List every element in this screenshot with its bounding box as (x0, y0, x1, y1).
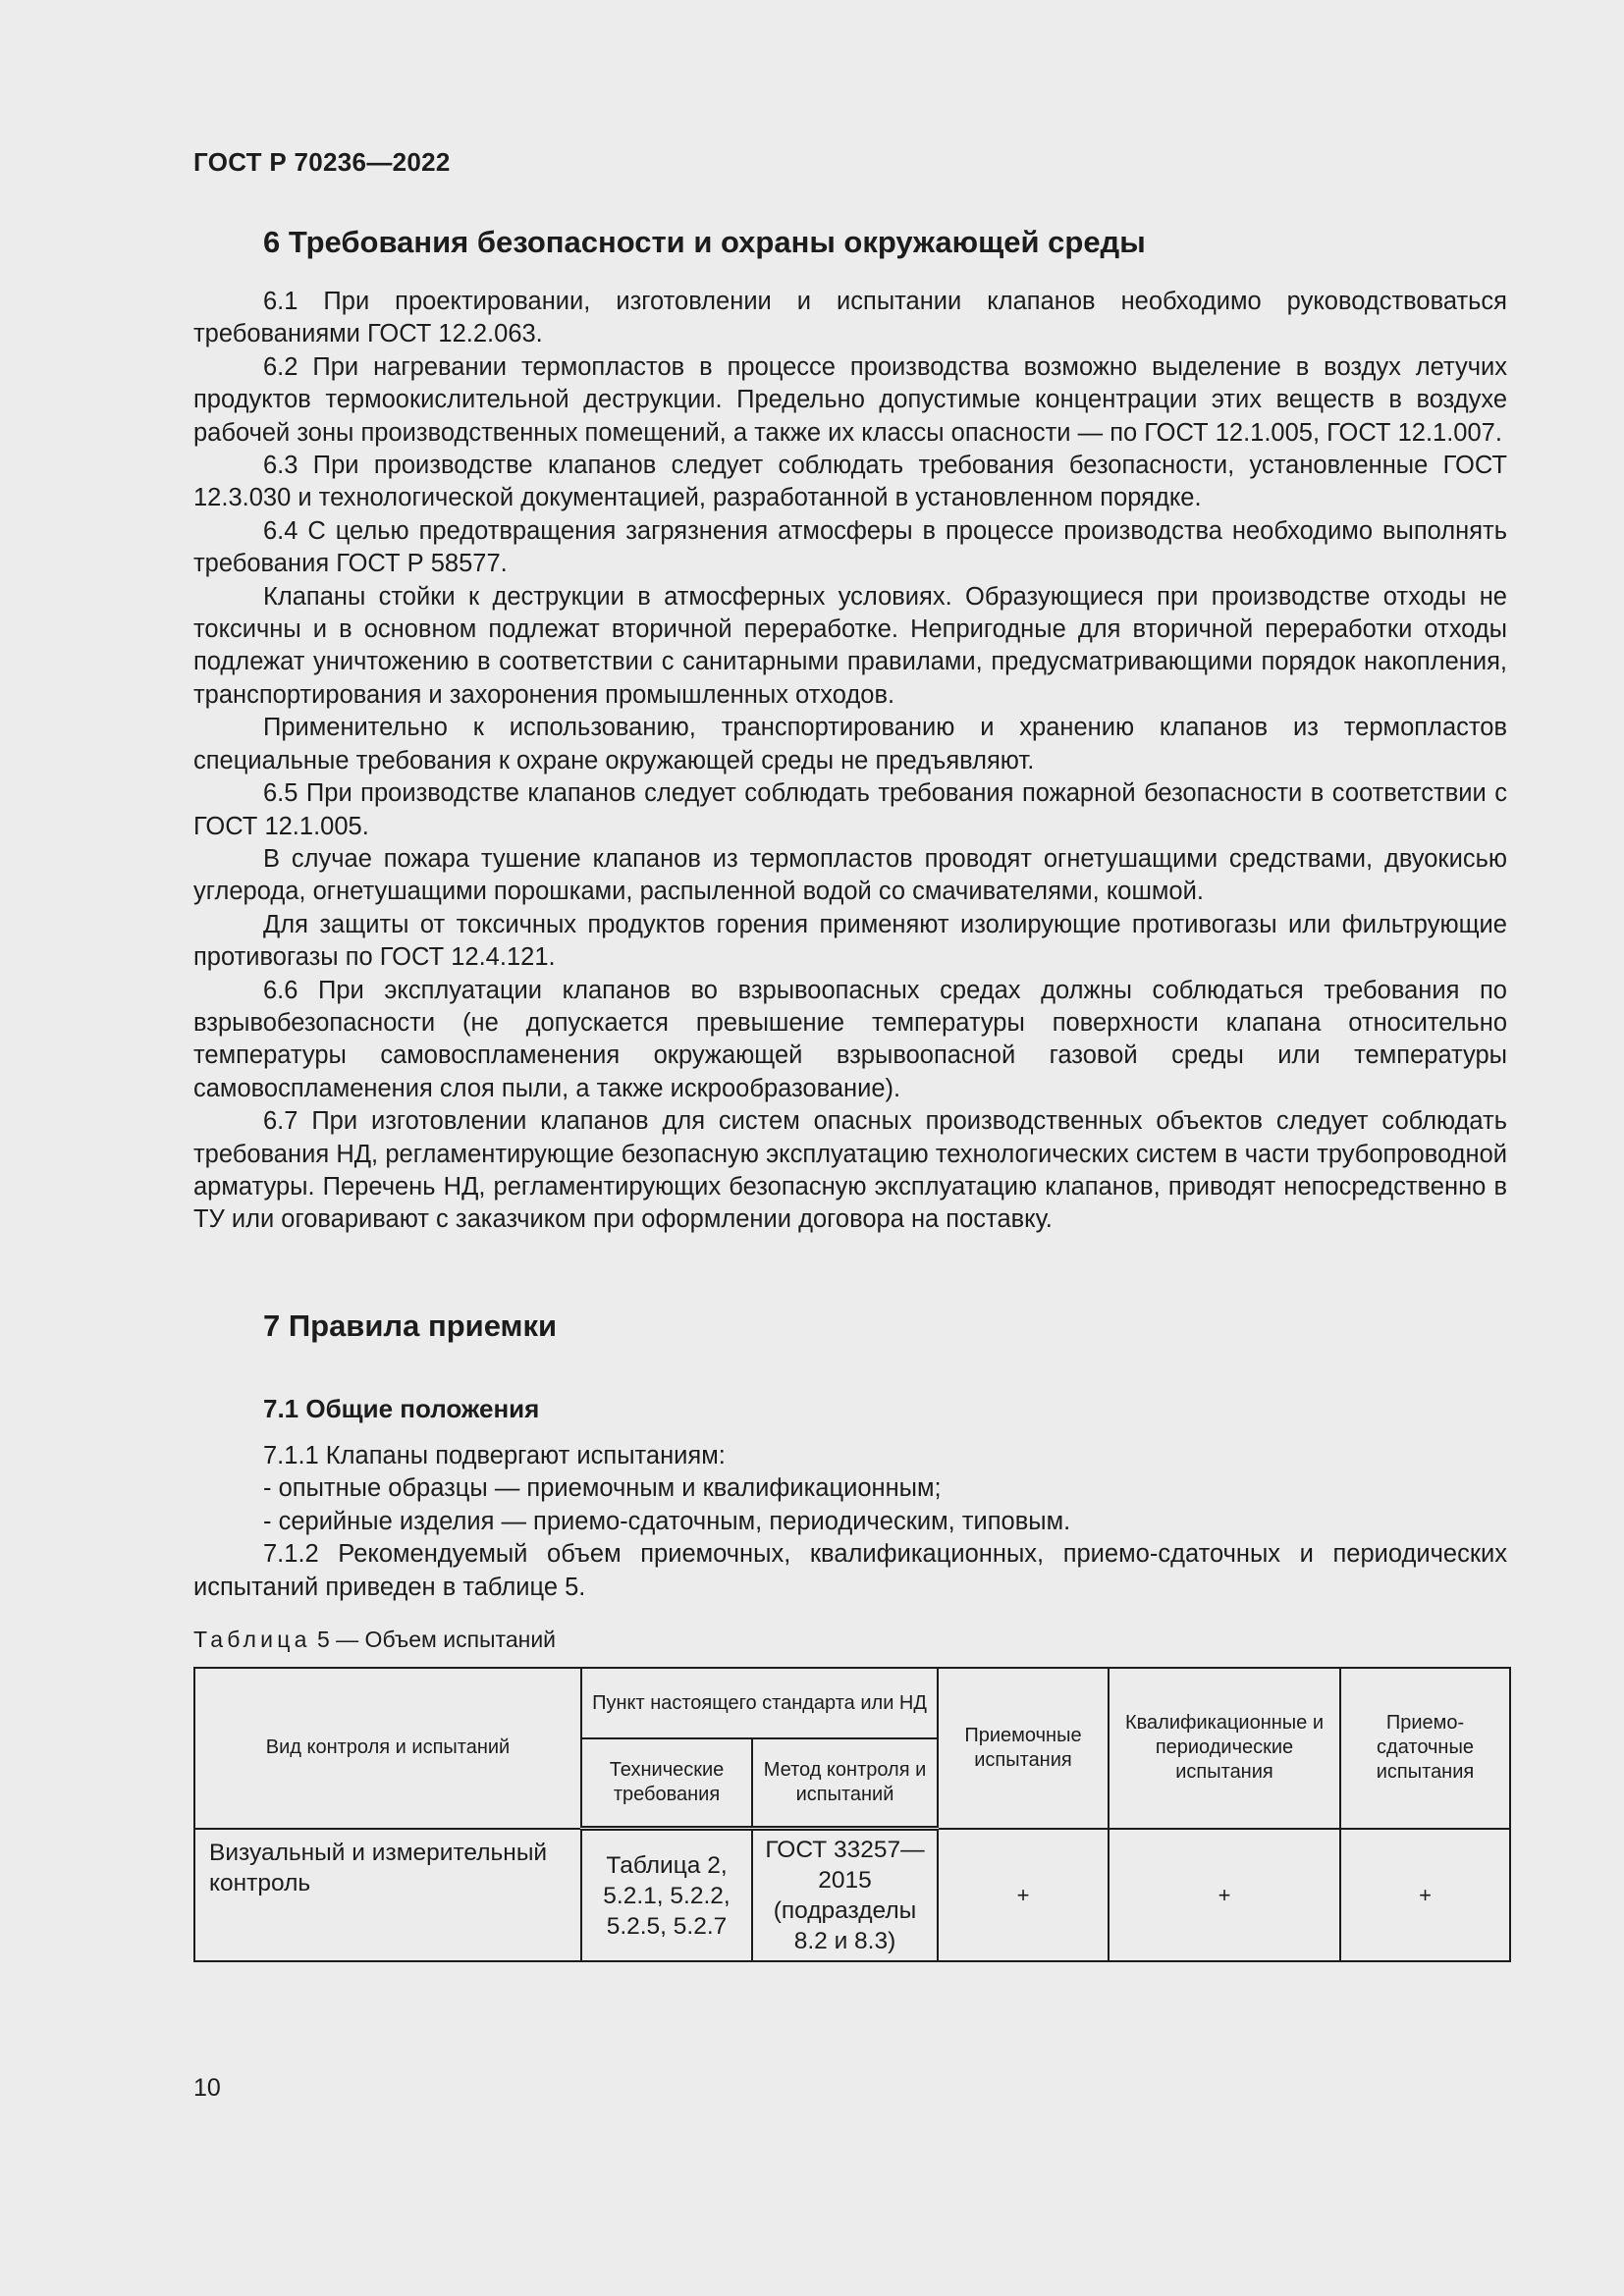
header-standard-clause: Пункт настоящего стандарта или НД (581, 1668, 938, 1738)
cell-qualification-periodic: + (1109, 1829, 1340, 1962)
paragraph: Клапаны стойки к деструкции в атмосферных условиях. Образующиеся при производстве отходы не токсичны и в основном подлежат вторичной переработке. Непригодные для вторичной переработки отходы подлежат уничтожению в соответствии с санитарными правилами, предусматривающими порядок накопления, транспортирования и захоронения промышленных отходов. (193, 582, 1507, 709)
cell-delivery: + (1340, 1829, 1510, 1962)
paragraph: 7.1.2 Рекомендуемый объем приемочных, квалификационных, приемо-сдаточных и периодических испытаний приведен в таблице 5. (193, 1540, 1507, 1601)
table-5 (193, 1667, 1511, 1962)
section-6-body (193, 286, 1507, 1237)
header-qualification-periodic: Квалификационные и периодические испытания (1109, 1668, 1340, 1829)
page-number: 10 (193, 2074, 221, 2102)
cell-kind: Визуальный и измерительный контроль (194, 1829, 581, 1962)
header-kind: Вид контроля и испытаний (194, 1668, 581, 1829)
paragraph: 6.3 При производстве клапанов следует соблюдать требования безопасности, установленные ГОСТ 12.3.030 и технологической документацией, разработанной в установленном порядке. (193, 452, 1507, 512)
section-7-body (193, 1440, 1507, 1604)
header-tech-requirements: Технические требования (581, 1738, 752, 1829)
paragraph: Применительно к использованию, транспортированию и хранению клапанов из термопластов специальные требования к охране окружающей среды не предъявляют. (193, 714, 1507, 774)
list-item: - серийные изделия — приемо-сдаточным, периодическим, типовым. (263, 1507, 1071, 1535)
header-acceptance: Приемочные испытания (938, 1668, 1109, 1829)
paragraph: 7.1.1 Клапаны подвергают испытаниям: (263, 1442, 726, 1469)
header-test-method: Метод контроля и испытаний (752, 1738, 938, 1829)
list-item: - опытные образцы — приемочным и квалификационным; (263, 1474, 942, 1503)
cell-method: ГОСТ 33257—2015 (подразделы 8.2 и 8.3) (752, 1829, 938, 1962)
subsection-7-1-title: 7.1 Общие положения (263, 1394, 540, 1423)
paragraph: 6.2 При нагревании термопластов в процессе производства возможно выделение в воздух летучих продуктов термоокислительной деструкции. Предельно допустимые концентрации этих веществ в воздухе рабочей зоны производственных помещений, а также их классы опасности — по ГОСТ 12.1.005, ГОСТ 12.1.007. (193, 352, 1507, 447)
paragraph: 6.6 При эксплуатации клапанов во взрывоопасных средах должны соблюдаться требования по взрывобезопасности (не допускается превышение температуры поверхности клапана относительно температуры самовоспламенения окружающей взрывоопасной газовой среды или температуры самовоспламенения слоя пыли, а также искрообразование). (193, 976, 1507, 1102)
paragraph: 6.4 С целью предотвращения загрязнения атмосферы в процессе производства необходимо выполнять требования ГОСТ Р 58577. (193, 516, 1507, 578)
paragraph: 6.1 При проектировании, изготовлении и испытании клапанов необходимо руководствоваться требованиями ГОСТ 12.2.063. (193, 288, 1507, 348)
table-caption (193, 1627, 556, 1653)
paragraph: 6.7 При изготовлении клапанов для систем опасных производственных объектов следует соблюдать требования НД, регламентирующие безопасную эксплуатацию технологических систем в части трубопроводной арматуры. Перечень НД, регламентирующих безопасную эксплуатацию клапанов, приводят непосредственно в ТУ или оговаривают с заказчиком при оформлении договора на поставку. (193, 1107, 1507, 1234)
section-6-title: 6 Требования безопасности и охраны окружающей среды (263, 225, 1146, 259)
paragraph: 6.5 При производстве клапанов следует соблюдать требования пожарной безопасности в соответствии с ГОСТ 12.1.005. (193, 779, 1507, 840)
cell-tech-req: Таблица 2, 5.2.1, 5.2.2, 5.2.5, 5.2.7 (581, 1829, 752, 1962)
paragraph: В случае пожара тушение клапанов из термопластов проводят огнетушащими средствами, двуокисью углерода, огнетушащими порошками, распыленной водой со смачивателями, кошмой. (193, 844, 1507, 906)
table-caption-text: 5 — Объем испытаний (316, 1627, 557, 1652)
cell-acceptance: + (938, 1829, 1109, 1962)
paragraph: Для защиты от токсичных продуктов горения применяют изолирующие противогазы или фильтрующие противогазы по ГОСТ 12.4.121. (193, 910, 1507, 972)
section-7-title: 7 Правила приемки (263, 1308, 558, 1343)
header-delivery: Приемо-сдаточные испытания (1340, 1668, 1510, 1829)
table-row (194, 1829, 1510, 1962)
document-header: ГОСТ Р 70236—2022 (193, 147, 451, 177)
table-caption-label: Таблица (193, 1627, 311, 1652)
